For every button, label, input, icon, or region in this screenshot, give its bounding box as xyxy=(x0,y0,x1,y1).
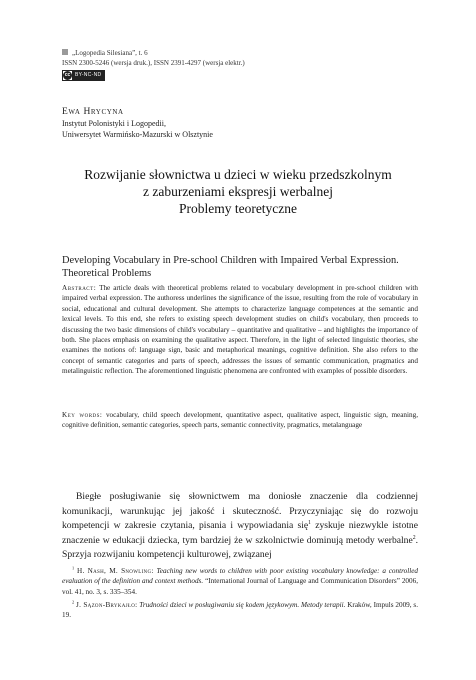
title-line-3: Problemy teoretyczne xyxy=(178,201,298,216)
abstract-text: The article deals with theoretical problems related to vocabulary development in pre-school children with impaired verbal expression. The authoress underlines the significance of the issue, resulting from the role of vocabulary in social, educational and cultural development. She attempts to characterize language competences at the semantic and lexical levels. To this end, she refers to existing speech development studies on child's vocabulary, then proceeds to discussing the two basic dimensions of child's vocabulary – quantitative and qualitative – and highlights the importance of both. She places emphasis on examining the qualitative aspect. Therefore, in the light of selected linguistic theories, she examines the notions of: language sign, basic and metaphorical meanings, cognitive definition. She also refers to the concept of semantic categories and parts of speech, addresses the issues of semantic communication, pragmatics and metalinguistic reflection. The aforementioned linguistic phenomena are confronted with examples of possible disorders. xyxy=(62,284,418,376)
footnote-ref-2[interactable]: 2 xyxy=(412,534,416,541)
footnote-2-number: 2 xyxy=(72,599,75,605)
footnote-1 xyxy=(62,566,418,597)
footnote-1-number: 1 xyxy=(72,565,75,571)
author-name: Ewa Hrycyna xyxy=(62,107,124,117)
footnote-1-authors: H. Nash, M. Snowling: xyxy=(76,567,154,575)
issn-line: ISSN 2300-5246 (wersja druk.), ISSN 2391-4297 (wersja elektr.) xyxy=(62,59,245,67)
footnote-ref-1[interactable]: 1 xyxy=(308,520,311,526)
body-text-part-1: Biegłe posługiwanie się słownictwem ma doniosłe znaczenie dla codziennej komunikacji, warunkując jej jakość i skuteczność. Przyczyniając się do rozwoju kompetencji w zakresie czytania, pisania i wypowiadania się xyxy=(62,491,418,532)
keywords xyxy=(62,410,418,431)
affiliation-line-2: Uniwersytet Warmińsko-Mazurski w Olsztynie xyxy=(62,130,213,139)
footnote-2-title: Trudności dzieci w posługiwaniu się kodem językowym. Metody terapii. xyxy=(139,601,346,609)
affiliation-line-1: Instytut Polonistyki i Logopedii, xyxy=(62,119,167,128)
author-block xyxy=(62,107,422,140)
keywords-label: Key words: xyxy=(62,411,103,419)
footnote-2 xyxy=(62,600,418,621)
cc-license-icon[interactable] xyxy=(62,70,105,81)
cc-logo-icon: cc xyxy=(64,72,71,78)
footnote-2-authors: J. Sązon-Brykajło: xyxy=(76,601,138,609)
title-line-2: z zaburzeniami ekspresji werbalnej xyxy=(142,184,334,199)
abstract xyxy=(62,283,418,377)
keywords-text: vocabulary, child speech development, quantitative aspect, qualitative aspect, linguistic sign, meaning, cognitive definition, semantic categories, speech parts, semantic connectivity, pragmatics, metalanguage xyxy=(62,411,418,430)
footnote-1-title: Teaching new words to children with poor existing vocabulary knowledge: a controlled evaluation of the definition and context methods. xyxy=(62,567,419,586)
body-text-part-2: zyskuje niezwykle istotne znaczenie w edukacji dziecka, tym bardziej że w szkolnictwie dominują metody werbalne xyxy=(62,520,418,546)
body-text-part-3: . Sprzyja rozwijaniu kompetencji kulturowej, związanej xyxy=(62,534,418,561)
journal-line xyxy=(62,48,422,58)
abstract-label: Abstract: xyxy=(62,284,97,292)
article-title xyxy=(40,166,436,217)
title-line-1: Rozwijanie słownictwa u dzieci w wieku przedszkolnym xyxy=(84,167,392,182)
journal-header xyxy=(62,48,422,81)
cc-terms: BY-NC-ND xyxy=(72,71,104,80)
journal-square-icon xyxy=(62,49,68,55)
body-paragraph xyxy=(62,490,418,563)
footnote-1-source: “International Journal of Language and Communication Disorders” 2006, vol. 41, no. 3, s. 335–354. xyxy=(62,577,418,596)
english-title: Developing Vocabulary in Pre-school Children with Impaired Verbal Expression. Theoretical Problems xyxy=(62,255,399,279)
footnote-2-source: Kraków, Impuls 2009, s. 19. xyxy=(62,601,419,620)
journal-name: „Logopedia Silesiana”, t. 6 xyxy=(72,49,148,57)
